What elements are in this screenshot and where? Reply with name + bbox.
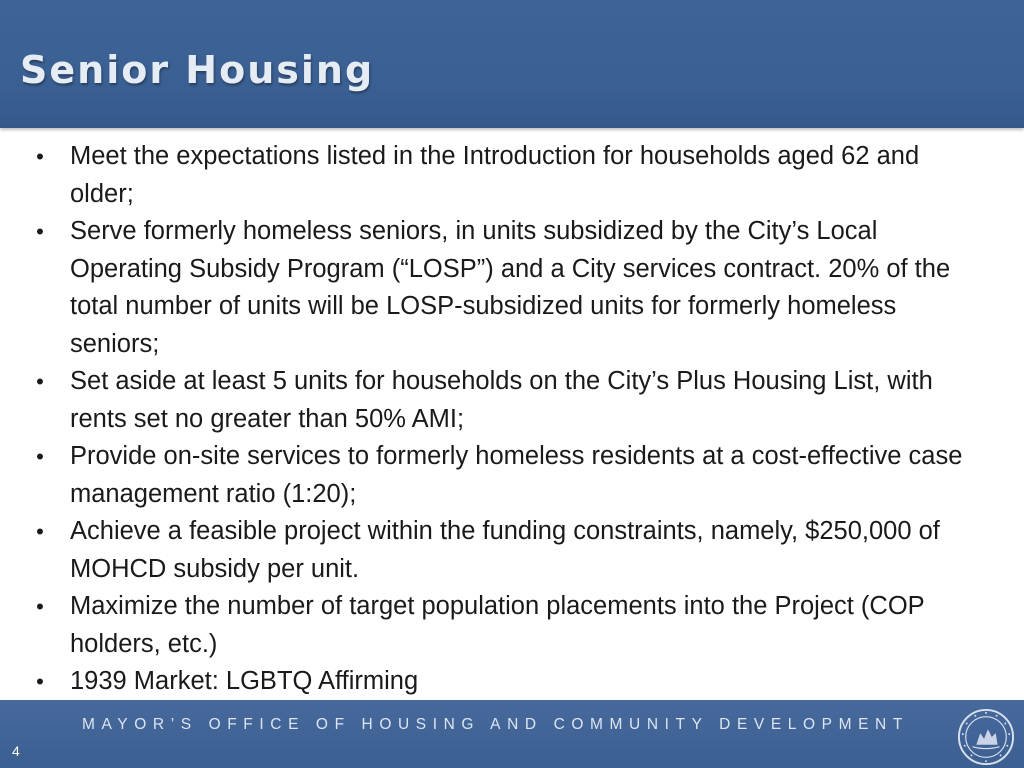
bullet-text: Serve formerly homeless seniors, in units subsidized by the City’s Local Operating Subsidy Program (“LOSP”) and a City services contract. 20% of the total number of units will be LOSP-subsidized units for formerly homeless seniors;: [70, 217, 951, 358]
bullet-text: Meet the expectations listed in the Introduction for households aged 62 and older;: [70, 142, 920, 208]
bullet-item: [30, 588, 980, 663]
slide-footer: [0, 700, 1024, 768]
bullet-icon: •: [36, 219, 44, 244]
bullet-text: 1939 Market: LGBTQ Affirming: [70, 667, 419, 695]
page-number: 4: [12, 743, 20, 759]
bullet-icon: •: [36, 444, 44, 469]
bullet-text: Set aside at least 5 units for households on the City’s Plus Housing List, with rents set no greater than 50% AMI;: [70, 367, 933, 433]
bullet-item: [30, 663, 980, 701]
bullet-item: [30, 513, 980, 588]
bullet-item: [30, 363, 980, 438]
bullet-item: [30, 213, 980, 363]
bullet-icon: •: [36, 519, 44, 544]
bullet-icon: •: [36, 669, 44, 694]
bullet-list: [30, 138, 980, 701]
bullet-text: Provide on-site services to formerly homeless residents at a cost-effective case management ratio (1:20);: [70, 442, 963, 508]
bullet-item: [30, 138, 980, 213]
bullet-icon: •: [36, 369, 44, 394]
organization-name: MAYOR’S OFFICE OF HOUSING AND COMMUNITY DEVELOPMENT: [82, 716, 909, 733]
slide-title: Senior Housing: [20, 48, 375, 92]
slide-header: [0, 0, 1024, 128]
city-seal-icon: [957, 708, 1015, 766]
bullet-icon: •: [36, 144, 44, 169]
bullet-icon: •: [36, 594, 44, 619]
bullet-text: Maximize the number of target population placements into the Project (COP holders, etc.): [70, 592, 925, 658]
bullet-item: [30, 438, 980, 513]
bullet-text: Achieve a feasible project within the funding constraints, namely, $250,000 of MOHCD subsidy per unit.: [70, 517, 940, 583]
